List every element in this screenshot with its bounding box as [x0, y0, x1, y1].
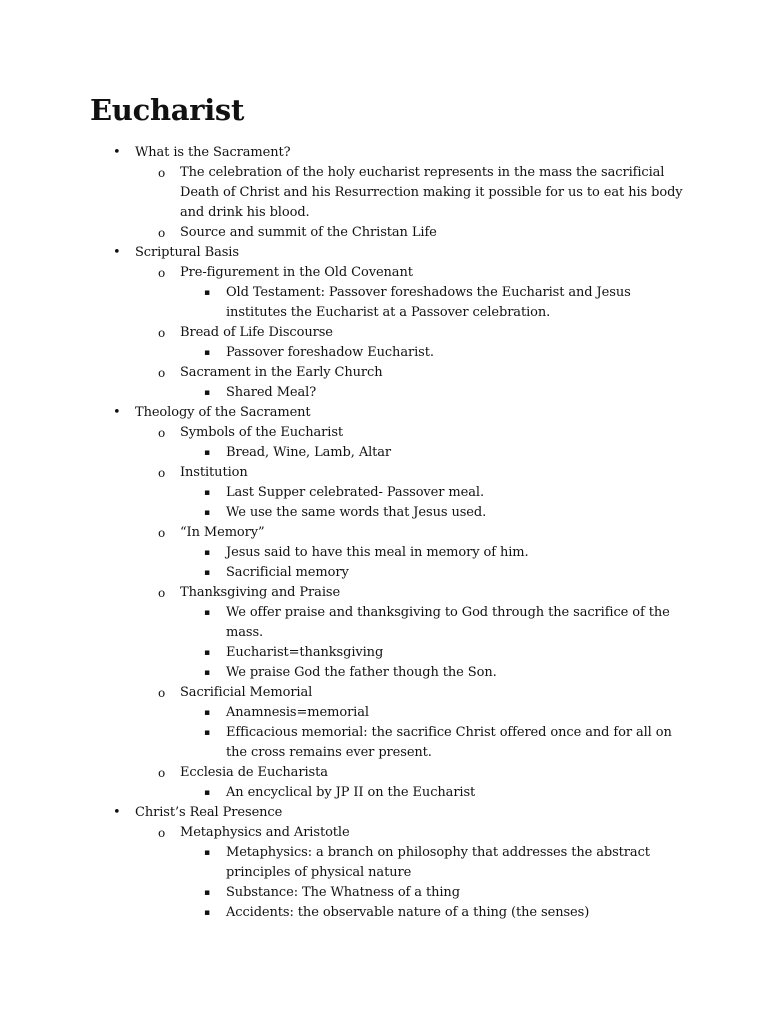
list-item-text: Scriptural Basis — [135, 245, 239, 260]
bullet-level-3-icon: ▪ — [204, 848, 210, 858]
list-item-text: the cross remains ever present. — [226, 745, 432, 760]
list-item-text: The celebration of the holy eucharist represents in the mass the sacrificial — [180, 165, 665, 180]
list-item — [0, 903, 768, 923]
bullet-level-2-icon: o — [158, 366, 166, 380]
list-item — [0, 723, 768, 743]
list-item — [0, 643, 768, 663]
list-item-text: Source and summit of the Christan Life — [180, 225, 437, 240]
bullet-level-2-icon: o — [158, 766, 166, 780]
list-item-text: We use the same words that Jesus used. — [226, 505, 487, 520]
list-item-text: principles of physical nature — [226, 865, 412, 880]
list-item-text: Sacrificial memory — [226, 565, 349, 580]
list-item-text: What is the Sacrament? — [135, 145, 291, 160]
bullet-level-2-icon: o — [158, 526, 166, 540]
list-item-text: Anamnesis=memorial — [226, 705, 369, 720]
list-item-text: Death of Christ and his Resurrection making it possible for us to eat his body — [180, 185, 683, 200]
bullet-level-3-icon: ▪ — [204, 908, 210, 918]
bullet-level-3-icon: ▪ — [204, 668, 210, 678]
list-item-text: mass. — [226, 625, 264, 640]
bullet-level-3-icon: ▪ — [204, 288, 210, 298]
bullet-level-3-icon: ▪ — [204, 348, 210, 358]
bullet-level-3-icon: ▪ — [204, 608, 210, 618]
list-item-text: Efficacious memorial: the sacrifice Christ offered once and for all on — [226, 725, 672, 740]
bullet-level-3-icon: ▪ — [204, 568, 210, 578]
list-item — [0, 843, 768, 863]
list-item-text: and drink his blood. — [180, 205, 310, 220]
list-item — [0, 683, 768, 703]
bullet-level-1-icon: • — [113, 805, 121, 820]
list-item-text: We offer praise and thanksgiving to God through the sacrifice of the — [226, 605, 670, 620]
list-item — [0, 803, 768, 823]
list-item — [0, 323, 768, 343]
list-item-text: Eucharist=thanksgiving — [226, 645, 384, 660]
list-item — [0, 283, 768, 303]
list-item-text: We praise God the father though the Son. — [226, 665, 497, 680]
list-item — [0, 503, 768, 523]
outline-list — [0, 143, 768, 923]
list-item-text: Theology of the Sacrament — [135, 405, 311, 420]
list-item — [0, 463, 768, 483]
list-item-continuation — [0, 623, 768, 643]
list-item — [0, 263, 768, 283]
list-item — [0, 543, 768, 563]
list-item-text: Pre-figurement in the Old Covenant — [180, 265, 413, 280]
list-item — [0, 483, 768, 503]
list-item — [0, 563, 768, 583]
list-item-continuation — [0, 183, 768, 203]
bullet-level-1-icon: • — [113, 145, 121, 160]
document-title: Eucharist — [90, 93, 245, 127]
list-item-text: Christ’s Real Presence — [135, 805, 283, 820]
list-item-text: An encyclical by JP II on the Eucharist — [226, 785, 476, 800]
list-item — [0, 823, 768, 843]
list-item-continuation — [0, 203, 768, 223]
bullet-level-1-icon: • — [113, 245, 121, 260]
list-item — [0, 243, 768, 263]
bullet-level-2-icon: o — [158, 326, 166, 340]
list-item-continuation — [0, 863, 768, 883]
list-item-text: Old Testament: Passover foreshadows the Eucharist and Jesus — [226, 285, 631, 300]
bullet-level-2-icon: o — [158, 686, 166, 700]
list-item — [0, 763, 768, 783]
bullet-level-3-icon: ▪ — [204, 728, 210, 738]
bullet-level-2-icon: o — [158, 466, 166, 480]
list-item-text: Ecclesia de Eucharista — [180, 765, 328, 780]
list-item — [0, 403, 768, 423]
list-item — [0, 703, 768, 723]
list-item — [0, 783, 768, 803]
bullet-level-3-icon: ▪ — [204, 388, 210, 398]
list-item-text: Metaphysics and Aristotle — [180, 825, 350, 840]
list-item-continuation — [0, 303, 768, 323]
list-item — [0, 363, 768, 383]
bullet-level-3-icon: ▪ — [204, 888, 210, 898]
list-item-text: Institution — [180, 465, 248, 480]
list-item-text: Passover foreshadow Eucharist. — [226, 345, 434, 360]
list-item — [0, 163, 768, 183]
list-item-text: Sacrificial Memorial — [180, 685, 313, 700]
bullet-level-2-icon: o — [158, 266, 166, 280]
list-item-text: Thanksgiving and Praise — [180, 585, 341, 600]
list-item — [0, 383, 768, 403]
bullet-level-3-icon: ▪ — [204, 708, 210, 718]
bullet-level-2-icon: o — [158, 586, 166, 600]
list-item-text: Bread of Life Discourse — [180, 325, 333, 340]
list-item — [0, 663, 768, 683]
list-item-text: institutes the Eucharist at a Passover celebration. — [226, 305, 551, 320]
list-item — [0, 223, 768, 243]
list-item — [0, 583, 768, 603]
bullet-level-2-icon: o — [158, 226, 166, 240]
list-item — [0, 143, 768, 163]
list-item-text: Metaphysics: a branch on philosophy that addresses the abstract — [226, 845, 650, 860]
bullet-level-2-icon: o — [158, 426, 166, 440]
list-item-text: Last Supper celebrated- Passover meal. — [226, 485, 484, 500]
list-item — [0, 603, 768, 623]
bullet-level-2-icon: o — [158, 826, 166, 840]
list-item-text: Shared Meal? — [226, 385, 317, 400]
list-item — [0, 443, 768, 463]
list-item-text: Jesus said to have this meal in memory of him. — [226, 545, 529, 560]
list-item — [0, 423, 768, 443]
list-item-text: Sacrament in the Early Church — [180, 365, 383, 380]
list-item-text: Substance: The Whatness of a thing — [226, 885, 460, 900]
list-item-continuation — [0, 743, 768, 763]
list-item — [0, 523, 768, 543]
list-item — [0, 883, 768, 903]
list-item-text: “In Memory” — [180, 525, 265, 540]
bullet-level-3-icon: ▪ — [204, 488, 210, 498]
bullet-level-3-icon: ▪ — [204, 508, 210, 518]
bullet-level-2-icon: o — [158, 166, 166, 180]
list-item-text: Accidents: the observable nature of a thing (the senses) — [226, 905, 590, 920]
bullet-level-3-icon: ▪ — [204, 548, 210, 558]
list-item-text: Bread, Wine, Lamb, Altar — [226, 445, 392, 460]
bullet-level-1-icon: • — [113, 405, 121, 420]
list-item — [0, 343, 768, 363]
list-item-text: Symbols of the Eucharist — [180, 425, 344, 440]
bullet-level-3-icon: ▪ — [204, 788, 210, 798]
bullet-level-3-icon: ▪ — [204, 448, 210, 458]
bullet-level-3-icon: ▪ — [204, 648, 210, 658]
